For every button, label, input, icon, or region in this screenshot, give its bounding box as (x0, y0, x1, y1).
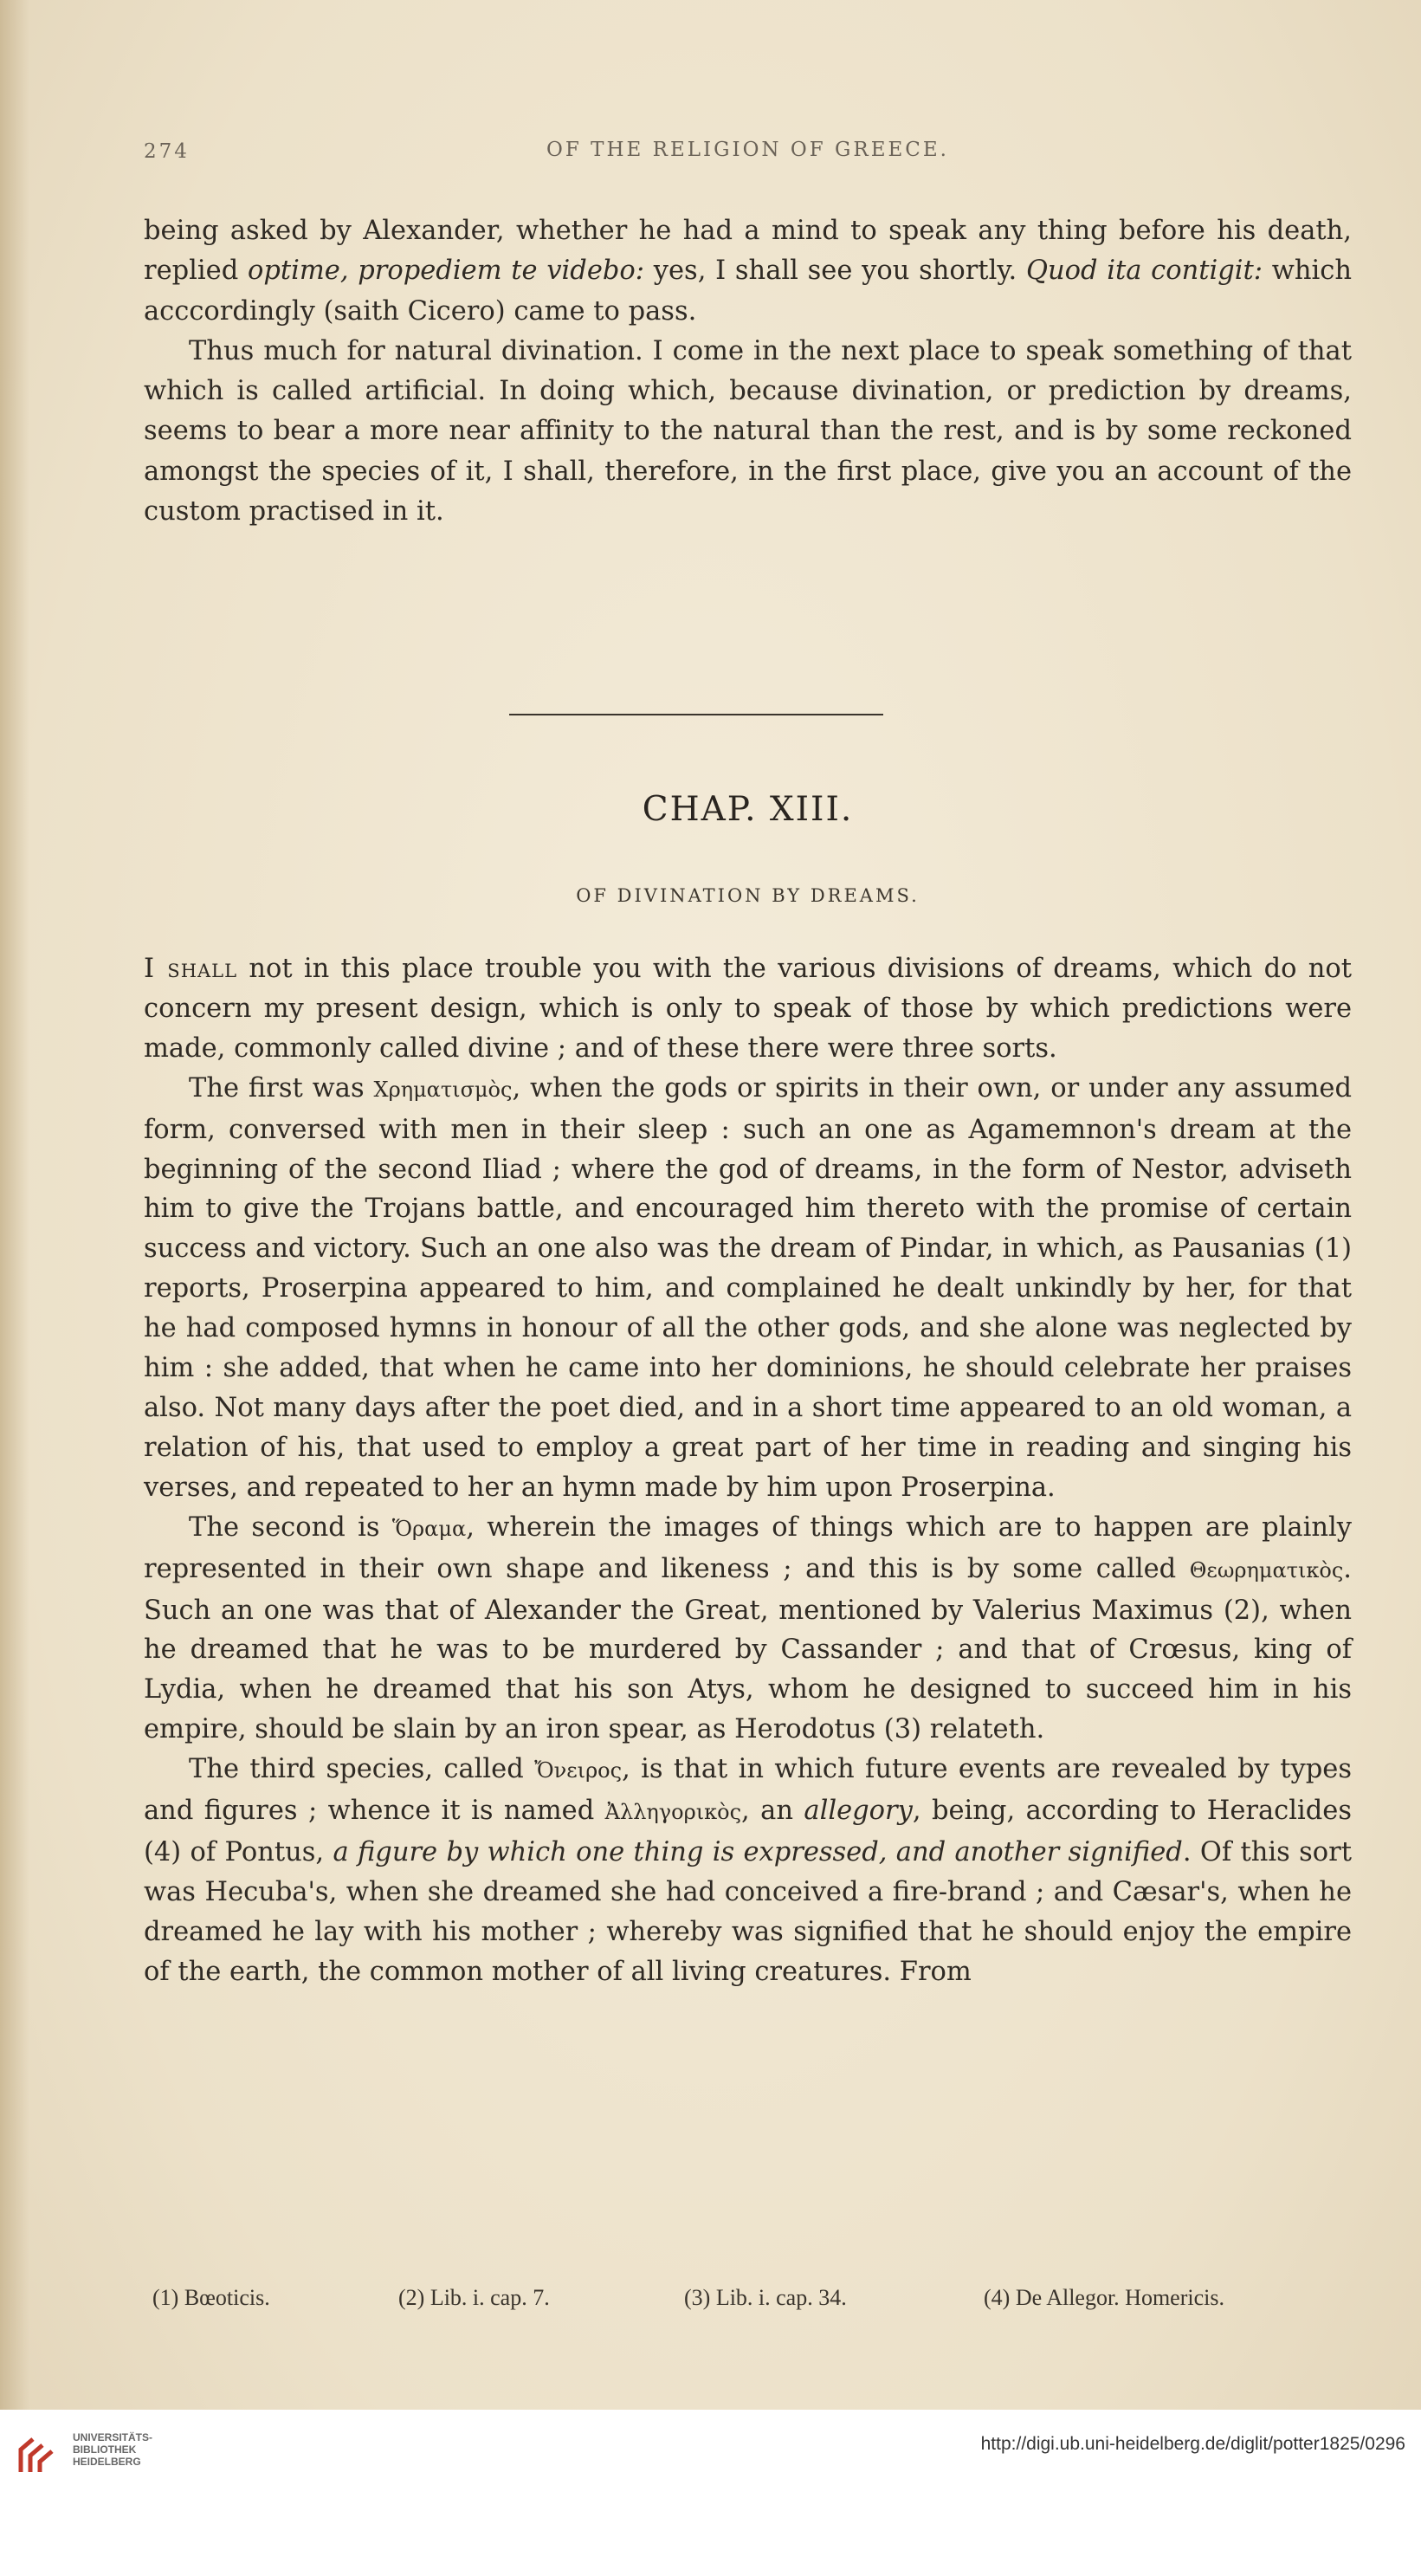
paragraph: being asked by Alexander, whether he had a mind to speak any thing before his death, replied optime, propediem te videbo: yes, I shall see you shortly. Quod ita contigit: which acccordingly (saith Cicero) came to pass. (144, 216, 1353, 327)
running-title: OF THE RELIGION OF GREECE. (546, 139, 949, 161)
paragraph: The first was Χρηματισμὸς, when the gods or spirits in their own, or under any assumed form, conversed with men in their sleep : such an one as Agamemnon's dream at the beginning of the second Iliad ; where the god of dreams, in the form of Nestor, adviseth him to give the Trojans battle, and encouraged him thereto with the promise of certain success and victory. Such an one also was the dream of Pindar, in which, as Pausanias (1) reports, Proserpina appeared to him, and complained he dealt unkindly by her, for that he had composed hymns in honour of all the other gods, and she alone was neglected by him : she added, that when he came into her dominions, he should celebrate her praises also. Not many days after the poet died, and in a short time appeared to an old woman, a relation of his, that used to employ a great part of her time in reading and singing his verses, and repeated to her an hymn made by him upon Proserpina. (144, 1072, 1352, 1503)
chapter-subtitle: OF DIVINATION BY DREAMS. (576, 885, 920, 906)
footnotes (152, 2285, 1352, 2314)
footnote: (2) Lib. i. cap. 7. (398, 2285, 550, 2310)
italic-phrase: a figure by which one thing is expressed, and another signified (333, 1836, 1183, 1867)
section-divider (509, 714, 883, 715)
paragraph: Thus much for natural divination. I come in the next place to speak something of that which is called artificial. In doing which, because divination, or prediction by dreams, seems to bear a more near affinity to the natural than the rest, and is by some reckoned amongst the species of it, I shall, therefore, in the first place, give you an account of the custom practised in it. (144, 335, 1352, 527)
greek-term: Χρηματισμὸς (373, 1077, 513, 1102)
page-number: 274 (144, 140, 190, 163)
chapter-title: CHAP. XIII. (642, 790, 854, 829)
library-name[interactable]: UNIVERSITÄTS- BIBLIOTHEK HEIDELBERG (73, 2431, 153, 2468)
library-logo-icon[interactable] (16, 2434, 59, 2477)
lead-words: I shall (144, 954, 238, 984)
running-head (144, 139, 1352, 173)
footnote: (3) Lib. i. cap. 34. (684, 2285, 847, 2310)
chapter-text (144, 949, 1352, 1992)
paragraph: The third species, called Ὄνειρος, is that in which future events are revealed by types and figures ; whence it is named Ἀλληγορικὸς, an allegory, being, according to Heraclides (4) of Pontus, a figure by which one thing is expressed, and another signified. Of this sort was Hecuba's, when she dreamed she had conceived a fire-brand ; and Cæsar's, when he dreamed he lay with his mother ; whereby was signified that he should enjoy the empire of the earth, the common mother of all living creatures. From (144, 1754, 1353, 1987)
paragraph: I shall not in this place trouble you with the various divisions of dreams, which do not concern my present design, which is only to speak of those by which predictions were made, commonly called divine ; and of these there were three sorts. (144, 954, 1352, 1064)
greek-term: Θεωρηματικὸς (1189, 1557, 1344, 1582)
greek-term: Ὄνειρος (534, 1758, 623, 1783)
continuation-text (144, 211, 1352, 532)
source-url-link[interactable]: http://digi.ub.uni-heidelberg.de/diglit/potter1825/0296 (980, 2434, 1405, 2454)
greek-term: Ὅραμα (391, 1516, 467, 1541)
footnote: (4) De Allegor. Homericis. (984, 2285, 1224, 2310)
greek-term: Ἀλληγορικὸς (604, 1800, 742, 1825)
italic-term: allegory (804, 1796, 913, 1827)
paragraph: The second is Ὅραμα, wherein the images of things which are to happen are plainly represented in their own shape and likeness ; and this is by some called Θεωρηματικὸς. Such an one was that of Alexander the Great, mentioned by Valerius Maximus (2), when he dreamed that he was to be murdered by Cassander ; and that of Crœsus, king of Lydia, when he dreamed that his son Atys, whom he designed to succeed him in his empire, should be slain by an iron spear, as Herodotus (3) relateth. (144, 1511, 1352, 1745)
footnote: (1) Bœoticis. (152, 2285, 270, 2310)
page-gutter-shadow (0, 0, 29, 2576)
